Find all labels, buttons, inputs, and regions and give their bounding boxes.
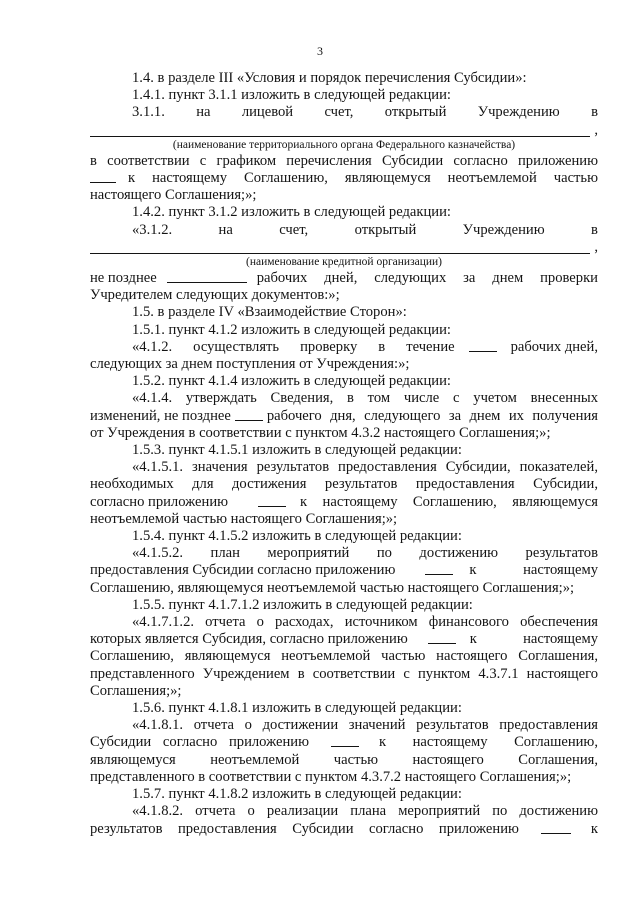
clause-3-1-1-word: лицевой [241,104,294,121]
blank-field [425,562,453,575]
blank-field [331,734,359,747]
clause-text: которых является Субсидия, согласно приложению [90,631,408,648]
clause-4-1-7-1-2-line: «4.1.7.1.2. отчета о расходах, источником финансового обеспечения [132,614,598,631]
blank-field [90,170,116,183]
clause-4-1-5-1-line: неотъемлемой частью настоящего Соглашения;»; [90,510,398,527]
clause-4-1-5-2-heading [132,545,598,562]
section-1-5-1: 1.5.1. пункт 4.1.2 изложить в следующей редакции: [132,321,451,338]
clause-4-1-5-2-word: по [376,545,392,562]
blank-field [541,821,571,834]
comma: , [594,121,598,138]
clause-4-1-5-2-word: результатов [525,545,598,562]
section-1-4-2: 1.4.2. пункт 3.1.2 изложить в следующей редакции: [132,204,451,221]
clause-text: рабочих дней, [510,338,598,355]
clause-3-1-1-word: счет, [324,104,354,121]
clause-4-1-5-2-word: план [210,545,240,562]
clause-text: не позднее [90,270,157,286]
blank-field [167,270,247,283]
clause-3-1-1-line: в соответствии с графиком перечисления Субсидии согласно приложению [90,152,598,169]
clause-4-1-8-1-line [90,752,598,769]
clause-3-1-1-word: на [196,104,211,121]
clause-text: к [590,820,598,837]
clause-text: к настоящему Соглашению, являющемуся неотъемлемой частью [128,170,598,186]
clause-4-1-5-2-line [90,562,598,579]
clause-3-1-1-line: настоящего Соглашения;»; [90,187,257,204]
caption-bank: (наименование кредитной организации) [245,256,443,268]
clause-4-1-8-1-line: «4.1.8.1. отчета о достижении значений результатов предоставления [132,717,598,734]
clause-3-1-1-word: открытый [384,104,447,121]
fill-line-bank [90,239,598,256]
clause-4-1-7-1-2-line: Соглашению, являющемуся неотъемлемой частью настоящего Соглашения, [90,648,598,665]
section-1-4: 1.4. в разделе III «Условия и порядок перечисления Субсидии»: [132,70,527,86]
clause-3-1-1-word: в [591,104,598,121]
clause-4-1-5-2-word: «4.1.5.2. [132,545,184,562]
clause-4-1-2-line: следующих за днем поступления от Учреждения:»; [90,356,410,373]
clause-text: рабочих дней, следующих за днем проверки [256,270,598,286]
clause-4-1-8-1-word: являющемуся [90,751,176,768]
clause-4-1-5-2-word: мероприятий [267,545,350,562]
clause-text: к настоящему [469,562,598,579]
clause-3-1-2-word: в [591,221,598,238]
clause-4-1-2-line [132,339,598,356]
clause-3-1-2-word: открытый [354,221,417,238]
clause-text: Субсидии согласно приложению [90,734,309,751]
clause-4-1-8-1-line [90,734,598,751]
clause-3-1-2-line [90,270,598,287]
clause-3-1-1-word: 3.1.1. [132,104,165,121]
clause-4-1-8-1-word: неотъемлемой [210,751,300,768]
section-1-5: 1.5. в разделе IV «Взаимодействие Сторон»: [132,304,407,321]
clause-4-1-5-1-line: «4.1.5.1. значения результатов предоставления Субсидии, показателей, [132,459,598,476]
clause-3-1-2-word: «3.1.2. [132,221,173,238]
clause-text: «4.1.2. осуществлять проверку в течение [132,338,455,355]
page-number: 3 [317,44,323,58]
clause-4-1-5-2-word: достижению [419,545,499,562]
clause-3-1-2-heading [132,222,598,239]
section-1-5-5: 1.5.5. пункт 4.1.7.1.2 изложить в следующей редакции: [132,596,473,613]
clause-text: изменений, не позднее [90,407,231,424]
clause-text: рабочего дня, следующего за днем их получения [266,407,598,424]
blank-field [469,339,497,352]
clause-4-1-5-1-line [90,494,598,511]
section-1-5-7: 1.5.7. пункт 4.1.8.2 изложить в следующей редакции: [132,786,462,803]
clause-3-1-2-line: Учредителем следующих документов:»; [90,287,340,304]
underline [90,253,590,254]
section-1-5-6: 1.5.6. пункт 4.1.8.1 изложить в следующей редакции: [132,700,462,717]
blank-field [258,494,286,507]
clause-4-1-7-1-2-line [90,631,598,648]
clause-4-1-8-1-line: представленного в соответствии с пунктом 4.3.7.2 настоящего Соглашения;»; [90,768,572,785]
clause-4-1-5-1-line: необходимых для достижения результатов предоставления Субсидии, [90,476,598,493]
clause-3-1-2-word: Учреждению [462,221,545,238]
document-body [90,70,598,838]
clause-4-1-8-1-word: настоящего [412,751,484,768]
clause-text: к настоящему Соглашению, [379,734,598,751]
clause-4-1-4-line: «4.1.4. утверждать Сведения, в том числе с учетом внесенных [132,390,598,407]
section-1-5-4: 1.5.4. пункт 4.1.5.2 изложить в следующей редакции: [132,528,462,545]
clause-4-1-8-1-word: частью [333,751,379,768]
caption-treasury: (наименование территориального органа Федерального казначейства) [172,138,516,151]
comma: , [594,238,598,255]
section-1-5-2: 1.5.2. пункт 4.1.4 изложить в следующей редакции: [132,373,451,390]
clause-3-1-1-heading [132,104,598,121]
clause-4-1-8-2-line [90,821,598,838]
clause-text: согласно приложению [90,493,229,510]
clause-3-1-2-word: на [218,221,233,238]
clause-text: к настоящему [469,631,598,648]
clause-text: предоставления Субсидии согласно приложению [90,562,396,579]
clause-4-1-4-line: от Учреждения в соответствии с пунктом 4.3.2 настоящего Соглашения;»; [90,424,551,441]
clause-4-1-8-2-line: «4.1.8.2. отчета о реализации плана мероприятий по достижению [132,803,598,820]
section-1-4-1: 1.4.1. пункт 3.1.1 изложить в следующей редакции: [132,87,451,104]
clause-3-1-2-word: счет, [279,221,309,238]
clause-4-1-8-1-word: Соглашения, [518,751,598,768]
clause-4-1-5-2-line: Соглашению, являющемуся неотъемлемой частью настоящего Соглашения;»; [90,579,575,596]
clause-3-1-1-word: Учреждению [477,104,560,121]
clause-4-1-7-1-2-line: Соглашения;»; [90,682,182,699]
blank-field [235,408,263,421]
clause-text: к настоящему Соглашению, являющемуся [300,493,598,510]
clause-text: результатов предоставления Субсидии согласно приложению [90,820,519,837]
clause-4-1-4-line [90,408,598,425]
clause-4-1-7-1-2-line: представленного Учреждением в соответствии с пунктом 4.3.7.1 настоящего [90,665,598,682]
section-1-5-3: 1.5.3. пункт 4.1.5.1 изложить в следующей редакции: [132,442,462,459]
underline [90,136,590,137]
blank-field [428,631,456,644]
fill-line-treasury [90,122,598,139]
clause-3-1-1-line [90,170,598,187]
